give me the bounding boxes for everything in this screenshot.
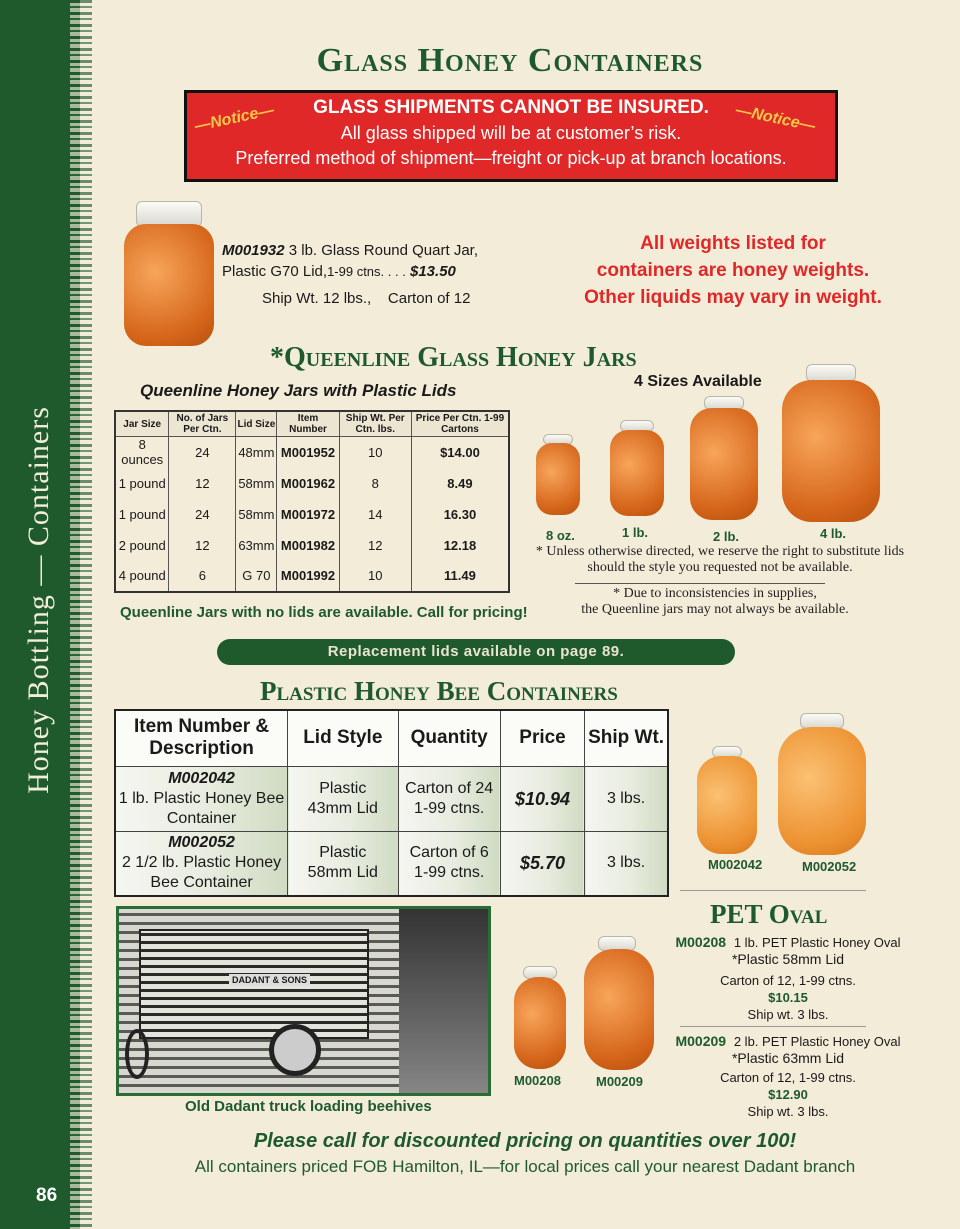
quart-item-code: M001932 <box>222 242 285 259</box>
pet-section-title: PET Oval <box>710 899 828 929</box>
queenline-title: *Queenline Glass Honey Jars <box>270 342 637 373</box>
cell-ship-wt: 8 <box>339 468 411 499</box>
qty-line-1: Carton of 6 <box>409 844 489 862</box>
pet-item-2-carton: Carton of 12, 1-99 ctns. <box>720 1070 856 1085</box>
cell-lid-size: 48mm <box>236 437 277 468</box>
notice-tag-right: —Notice— <box>734 101 817 136</box>
cell-jars-per-ctn: 12 <box>169 468 236 499</box>
cell-jar-size: 1 pound <box>115 499 169 530</box>
truck-sign: DADANT & SONS <box>229 974 310 986</box>
pet-jar-1lb-image <box>514 977 566 1069</box>
pet-item-1-code: M00208 <box>675 934 727 950</box>
qty-line-2: 1-99 ctns. <box>414 864 485 882</box>
pet-item-1 <box>668 934 908 1023</box>
notice-line-1: GLASS SHIPMENTS CANNOT BE INSURED. <box>313 97 709 118</box>
cell-item-number: M001992 <box>277 561 339 592</box>
pet-item-2-price: $12.90 <box>768 1087 808 1102</box>
jar-8oz-image <box>536 443 580 515</box>
cell-quantity <box>398 766 500 831</box>
queenline-footnote-2 <box>545 586 885 618</box>
col-lid-style: Lid Style <box>288 710 398 766</box>
queenline-footnote-1: * Unless otherwise directed, we reserve the right to substitute lids should the style you requested not be available. <box>535 544 905 575</box>
lid-line-1: Plastic <box>319 844 367 862</box>
cell-jar-size: 1 pound <box>115 468 169 499</box>
table-row <box>115 561 509 592</box>
item-desc: 1 lb. Plastic Honey Bee Container <box>118 789 285 827</box>
quart-ship: Ship Wt. 12 lbs., <box>262 290 372 307</box>
table-row <box>115 831 668 896</box>
quart-line-1 <box>222 242 478 259</box>
jar-label-4lb: 4 lb. <box>820 526 847 541</box>
sidebar-title: Honey Bottling — Containers <box>22 406 55 794</box>
cell-item-description <box>115 766 288 831</box>
lid-line-1: Plastic <box>319 779 367 797</box>
queenline-sizes-label: 4 Sizes Available <box>634 373 762 390</box>
quart-line-3 <box>262 290 470 307</box>
cell-jar-size: 2 pound <box>115 530 169 561</box>
cell-lid-size: G 70 <box>236 561 277 592</box>
plastic-jar-2lb-image <box>778 727 866 855</box>
cell-item-number: M001962 <box>277 468 339 499</box>
truck-wheel <box>269 1024 321 1076</box>
queenline-subtitle: Queenline Honey Jars with Plastic Lids <box>140 381 457 400</box>
cell-price: $5.70 <box>500 831 584 896</box>
plastic-section-title: Plastic Honey Bee Containers <box>260 676 618 706</box>
cell-jars-per-ctn: 24 <box>169 499 236 530</box>
weights-note-line-1: All weights listed for <box>640 233 826 254</box>
footer-discount-note: Please call for discounted pricing on quantities over 100! <box>253 1130 797 1152</box>
section-divider <box>680 1026 866 1027</box>
item-code: M002052 <box>168 834 235 852</box>
col-jar-size: Jar Size <box>115 411 169 437</box>
pet-item-1-desc: 1 lb. PET Plastic Honey Oval <box>733 935 901 950</box>
lid-line-2: 58mm Lid <box>307 864 378 882</box>
queenline-header-row <box>115 411 509 437</box>
truck-front-wheel <box>125 1029 149 1079</box>
pet-item-2-header <box>668 1033 908 1050</box>
quart-lid: Plastic G70 Lid, <box>222 263 328 280</box>
table-row <box>115 468 509 499</box>
col-quantity: Quantity <box>398 710 500 766</box>
col-ship-wt: Ship Wt. <box>585 710 668 766</box>
pet-jar-2lb-image <box>584 949 654 1070</box>
cell-ship-wt: 3 lbs. <box>585 766 668 831</box>
cell-ship-wt: 10 <box>339 437 411 468</box>
table-row <box>115 437 509 468</box>
pet-item-2 <box>668 1033 908 1120</box>
table-row <box>115 766 668 831</box>
replacement-lids-banner: Replacement lids available on page 89. <box>217 639 735 665</box>
section-divider <box>680 890 866 891</box>
queenline-footnote-2b: the Queenline jars may not always be available. <box>581 602 849 617</box>
cell-lid-size: 58mm <box>236 499 277 530</box>
cell-item-number: M001952 <box>277 437 339 468</box>
cell-price: 12.18 <box>411 530 509 561</box>
queenline-table <box>114 410 510 593</box>
cell-price: 8.49 <box>411 468 509 499</box>
footer-fob-note: All containers priced FOB Hamilton, IL—for local prices call your nearest Dadant branch <box>194 1157 856 1176</box>
pet-item-1-carton: Carton of 12, 1-99 ctns. <box>720 973 856 988</box>
truck-photo <box>116 906 491 1096</box>
cell-price: $14.00 <box>411 437 509 468</box>
cell-jar-size: 4 pound <box>115 561 169 592</box>
col-ship-wt: Ship Wt. Per Ctn. lbs. <box>339 411 411 437</box>
cell-lid-size: 58mm <box>236 468 277 499</box>
plastic-header-row <box>115 710 668 766</box>
pet-item-2-desc: 2 lb. PET Plastic Honey Oval <box>733 1034 901 1049</box>
plastic-jar-1lb-image <box>697 756 757 854</box>
cell-ship-wt: 14 <box>339 499 411 530</box>
cell-item-description <box>115 831 288 896</box>
notice-line-2: All glass shipped will be at customer’s risk. <box>340 123 682 143</box>
plastic-jar-label-1: M002042 <box>708 857 763 872</box>
quart-qty: 1-99 ctns. . . . <box>327 264 406 279</box>
qty-line-1: Carton of 24 <box>405 779 494 797</box>
quart-carton: Carton of 12 <box>387 290 471 307</box>
col-jars-per-ctn: No. of Jars Per Ctn. <box>169 411 236 437</box>
cell-ship-wt: 3 lbs. <box>585 831 668 896</box>
jar-label-2lb: 2 lb. <box>713 529 740 544</box>
cell-jars-per-ctn: 6 <box>169 561 236 592</box>
pet-item-2-lid: *Plastic 63mm Lid <box>731 1050 845 1066</box>
cell-item-number: M001982 <box>277 530 339 561</box>
queenline-footnote-2a: * Due to inconsistencies in supplies, <box>613 586 817 601</box>
pet-item-2-code: M00209 <box>675 1033 727 1049</box>
page-number: 86 <box>36 1185 58 1206</box>
item-code: M002042 <box>168 769 235 787</box>
table-row <box>115 530 509 561</box>
cell-price: 11.49 <box>411 561 509 592</box>
plastic-jar-label-2: M002052 <box>802 859 857 874</box>
notice-line-3: Preferred method of shipment—freight or pick-up at branch locations. <box>235 148 787 168</box>
quart-jar-image <box>124 224 214 346</box>
pet-item-1-header <box>668 934 908 951</box>
photo-caption: Old Dadant truck loading beehives <box>185 1098 432 1115</box>
cell-jars-per-ctn: 12 <box>169 530 236 561</box>
cell-price: 16.30 <box>411 499 509 530</box>
quart-desc: 3 lb. Glass Round Quart Jar, <box>288 242 478 259</box>
cell-jar-size: 8 ounces <box>115 437 169 468</box>
col-lid-size: Lid Size <box>236 411 277 437</box>
jar-label-1lb: 1 lb. <box>622 525 649 540</box>
item-desc: 2 1/2 lb. Plastic Honey Bee Container <box>121 854 282 892</box>
weights-note <box>548 230 918 311</box>
pet-jar-label-2: M00209 <box>596 1074 643 1089</box>
jar-4lb-image <box>782 380 880 522</box>
cell-lid-style <box>288 831 398 896</box>
weights-note-line-2: containers are honey weights. <box>596 260 870 281</box>
cell-price: $10.94 <box>500 766 584 831</box>
cell-lid-style <box>288 766 398 831</box>
cell-quantity <box>398 831 500 896</box>
quart-line-2 <box>222 263 456 280</box>
jar-1lb-image <box>610 430 664 516</box>
quart-price: $13.50 <box>410 263 456 280</box>
qty-line-2: 1-99 ctns. <box>414 799 485 817</box>
weights-note-line-3: Other liquids may vary in weight. <box>584 287 882 308</box>
col-price: Price <box>500 710 584 766</box>
footnote-divider <box>575 583 825 584</box>
lid-line-2: 43mm Lid <box>307 799 378 817</box>
pet-item-1-price: $10.15 <box>768 990 808 1005</box>
queenline-no-lids-note: Queenline Jars with no lids are available. Call for pricing! <box>120 604 528 621</box>
cell-ship-wt: 12 <box>339 530 411 561</box>
jar-2lb-image <box>690 408 758 520</box>
pet-jar-label-1: M00208 <box>514 1073 561 1088</box>
pet-item-2-ship: Ship wt. 3 lbs. <box>747 1104 829 1119</box>
plastic-table <box>114 709 669 897</box>
sidebar-fringe <box>70 0 92 1229</box>
cell-lid-size: 63mm <box>236 530 277 561</box>
cell-item-number: M001972 <box>277 499 339 530</box>
cell-jars-per-ctn: 24 <box>169 437 236 468</box>
col-item-description: Item Number & Description <box>115 710 288 766</box>
notice-tag-left: —Notice— <box>193 101 276 136</box>
col-price: Price Per Ctn. 1-99 Cartons <box>411 411 509 437</box>
pet-item-1-ship: Ship wt. 3 lbs. <box>747 1007 829 1022</box>
cell-ship-wt: 10 <box>339 561 411 592</box>
jar-label-8oz: 8 oz. <box>546 528 575 543</box>
photo-person <box>399 909 491 1096</box>
pet-item-1-lid: *Plastic 58mm Lid <box>731 951 845 967</box>
table-row <box>115 499 509 530</box>
page-title: Glass Honey Containers <box>316 42 704 79</box>
col-item-number: Item Number <box>277 411 339 437</box>
